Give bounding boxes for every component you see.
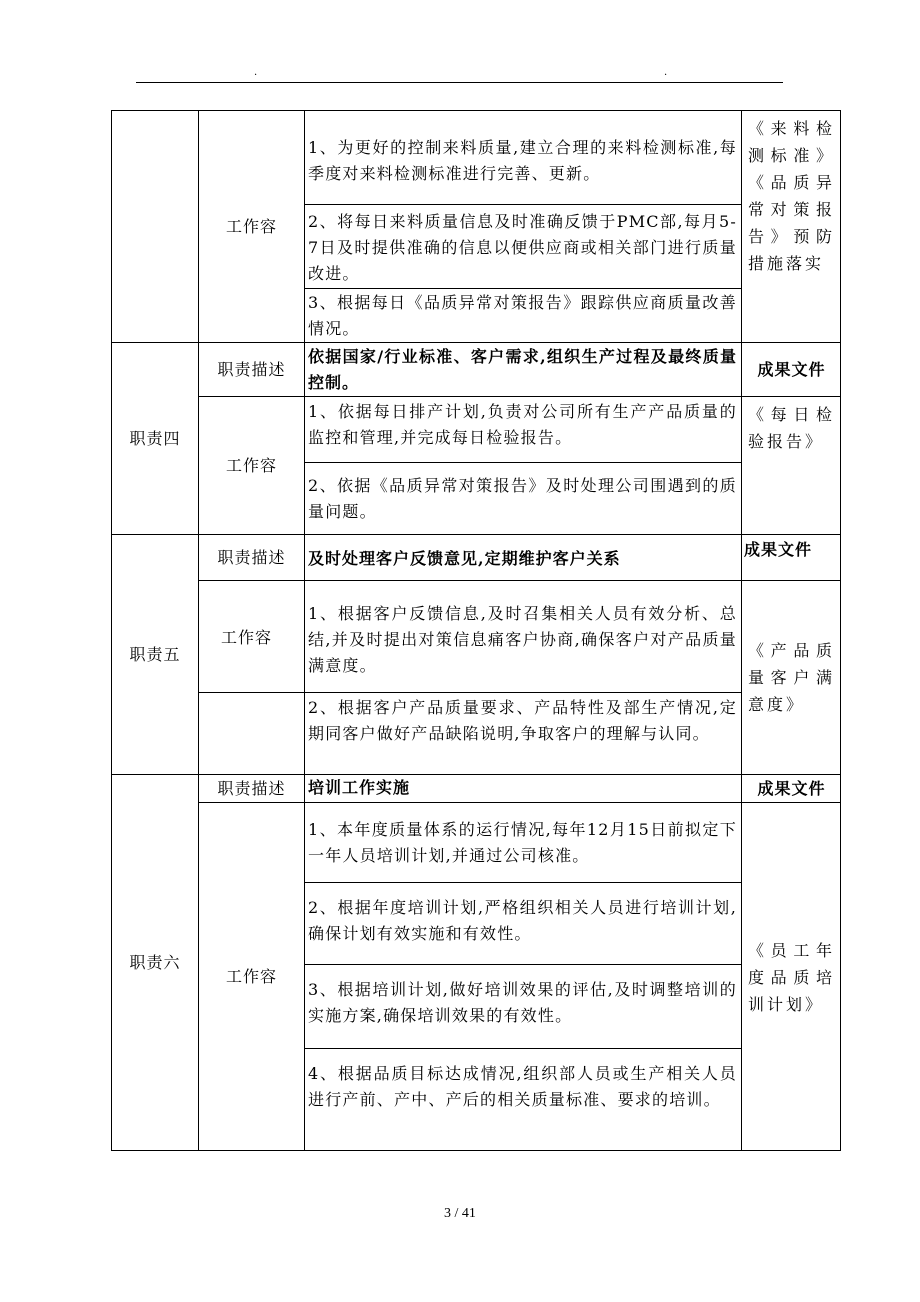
r6-work-label: 工作容: [198, 802, 304, 1150]
r5-desc-label: 职责描述: [198, 534, 304, 580]
r6-work-item-1: 1、本年度质量体系的运行情况,每年12月15日前拟定下一年人员培训计划,并通过公司核准。: [304, 802, 741, 882]
page-number: 3 / 41: [444, 1206, 476, 1221]
r4-work-label: 工作容: [198, 396, 304, 534]
r4-work-item-1: 1、依据每日排产计划,负责对公司所有生产产品质量的监控和管理,并完成每日检验报告。: [304, 396, 741, 462]
r6-work-item-4: 4、根据品质目标达成情况,组织部人员或生产相关人员进行产前、产中、产后的相关质量标准、要求的培训。: [304, 1048, 741, 1150]
r3-title-cell: [111, 110, 198, 342]
r5-title: 职责五: [111, 534, 198, 774]
r5-result-doc: 《产品质量客户满意度》: [741, 580, 841, 774]
r5-work-label: 工作容: [198, 580, 304, 692]
r6-title: 职责六: [111, 774, 198, 1150]
r4-title: 职责四: [111, 342, 198, 534]
r6-desc-label: 职责描述: [198, 774, 304, 802]
r4-desc-label: 职责描述: [198, 342, 304, 396]
r5-work-item-2: 2、根据客户产品质量要求、产品特性及部生产情况,定期同客户做好产品缺陷说明,争取客户的理解与认同。: [304, 692, 741, 774]
table-bottom-border: [111, 1150, 841, 1151]
r4-result-label: 成果文件: [741, 342, 841, 396]
r5-work-label-empty: [198, 692, 304, 774]
r4-work-item-2: 2、依据《品质异常对策报告》及时处理公司围遇到的质量问题。: [304, 462, 741, 534]
r3-result-doc: 《来料检测标准》《品质异常对策报告》预防措施落实: [741, 110, 841, 342]
r5-result-label: 成果文件: [741, 534, 841, 580]
r6-work-item-2: 2、根据年度培训计划,严格组织相关人员进行培训计划,确保计划有效实施和有效性。: [304, 882, 741, 964]
table-right-border: [840, 110, 841, 1150]
header-dot-left: .: [254, 67, 258, 78]
r6-result-label: 成果文件: [741, 774, 841, 802]
r3-work-item-1: 1、为更好的控制来料质量,建立合理的来料检测标准,每季度对来料检测标准进行完善、更新。: [304, 110, 741, 204]
r5-desc: 及时处理客户反馈意见,定期维护客户关系: [304, 534, 741, 580]
header-rule: [136, 82, 783, 83]
r6-desc: 培训工作实施: [304, 774, 741, 802]
header-dot-right: .: [664, 67, 668, 78]
r4-desc: 依据国家/行业标准、客户需求,组织生产过程及最终质量控制。: [304, 342, 741, 396]
r3-work-item-3: 3、根据每日《品质异常对策报告》跟踪供应商质量改善情况。: [304, 288, 741, 342]
r5-work-item-1: 1、根据客户反馈信息,及时召集相关人员有效分析、总结,并及时提出对策信息痛客户协商,确保客户对产品质量满意度。: [304, 580, 741, 692]
r3-work-label: 工作容: [198, 110, 304, 342]
r6-result-doc: 《员工年度品质培训计划》: [741, 802, 841, 1150]
r3-work-item-2: 2、将每日来料质量信息及时准确反馈于PMC部,每月5-7日及时提供准确的信息以便供应商或相关部门进行质量改进。: [304, 204, 741, 288]
r6-work-item-3: 3、根据培训计划,做好培训效果的评估,及时调整培训的实施方案,确保培训效果的有效性。: [304, 964, 741, 1048]
r4-result-doc: 《每日检验报告》: [741, 396, 841, 534]
